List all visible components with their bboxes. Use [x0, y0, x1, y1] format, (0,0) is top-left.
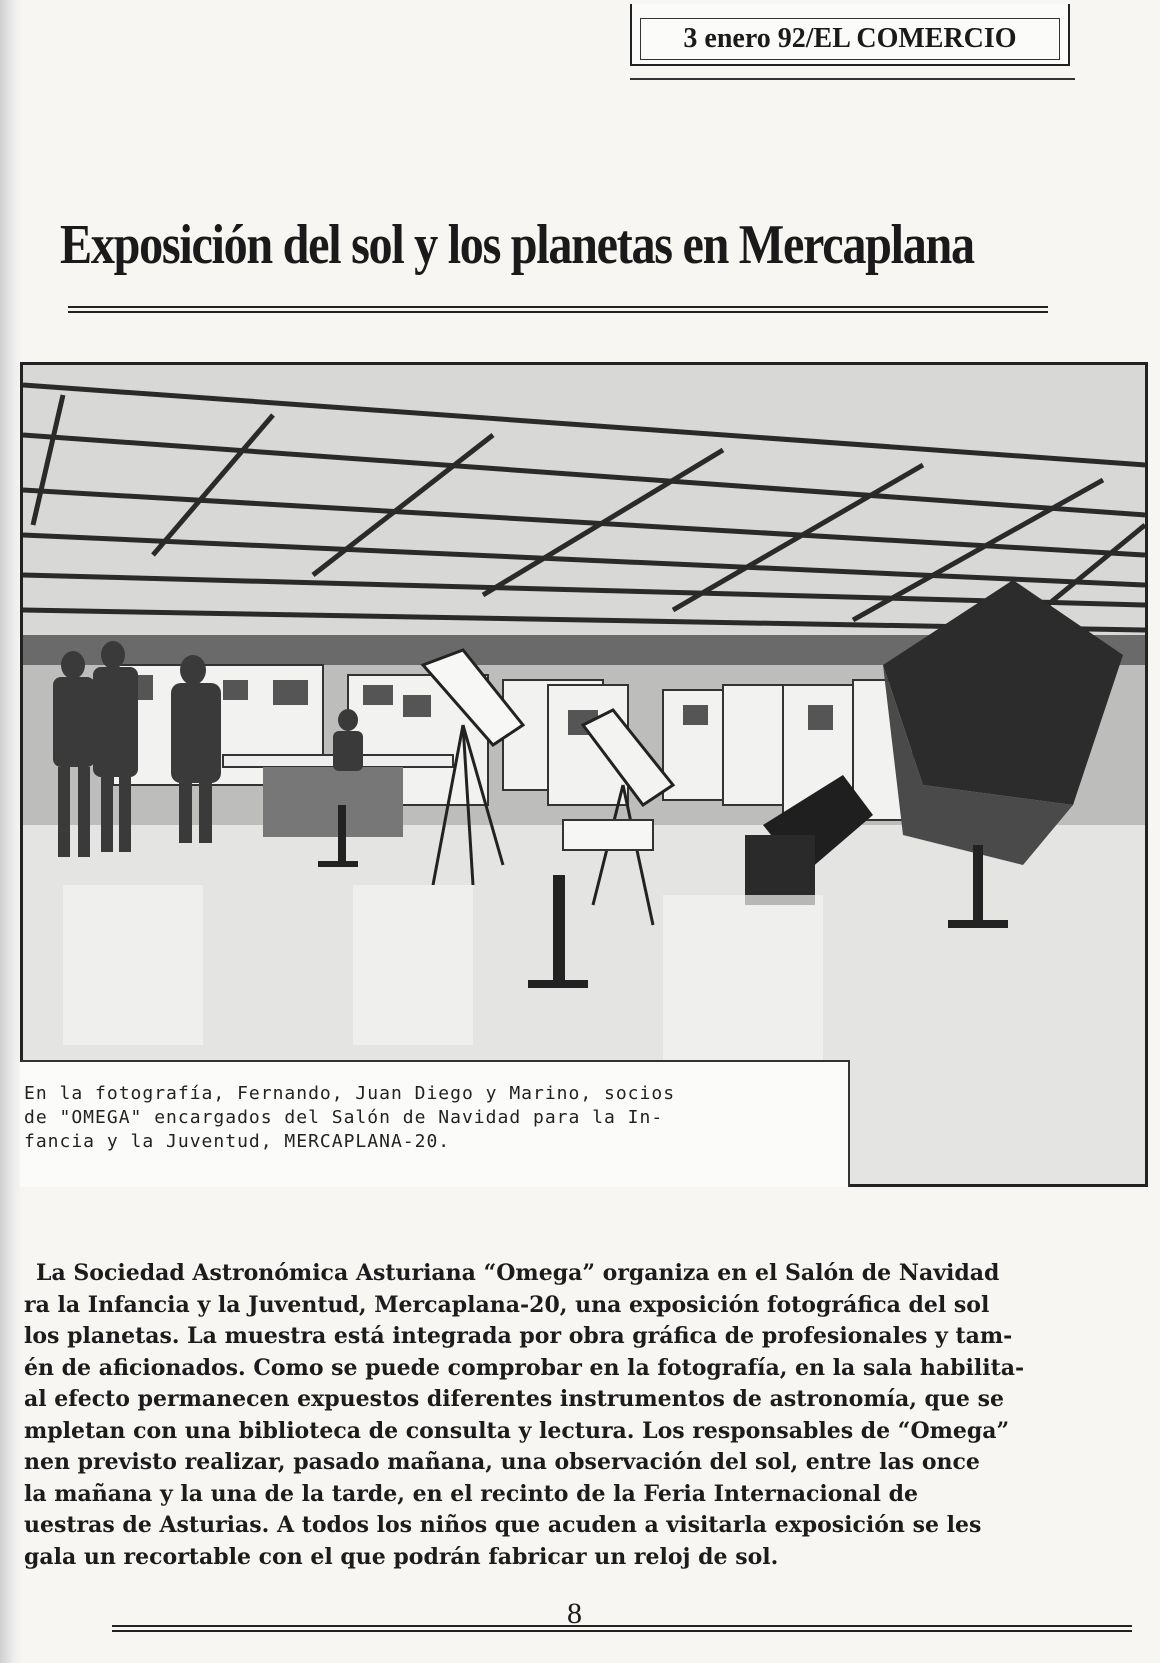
article-line: los planetas. La muestra está integrada por obra gráfica de profesionales y tam-: [24, 1323, 1013, 1349]
footer-rule: [112, 1625, 1132, 1632]
article-line: uestras de Asturias. A todos los niños que acuden a visitarla exposición se les: [24, 1512, 982, 1538]
photo-caption: [20, 1060, 850, 1187]
dateline-text: 3 enero 92/EL COMERCIO: [640, 18, 1060, 60]
caption-line: de "OMEGA" encargados del Salón de Navidad para la In-: [24, 1107, 664, 1128]
article-line: mpletan con una biblioteca de consulta y lectura. Los responsables de “Omega”: [24, 1417, 1010, 1444]
dateline-box: [630, 4, 1070, 66]
scan-binding-edge: [0, 0, 22, 1663]
article-body: [24, 1258, 1154, 1573]
headline: Exposición del sol y los planetas en Mercaplana: [60, 214, 974, 276]
caption-line: fancia y la Juventud, MERCAPLANA-20.: [24, 1131, 451, 1152]
article-line: al efecto permanecen expuestos diferentes instrumentos de astronomía, que se: [24, 1386, 1004, 1412]
article-line: gala un recortable con el que podrán fabricar un reloj de sol.: [24, 1543, 779, 1570]
page-number: 8: [567, 1597, 582, 1630]
article-line: La Sociedad Astronómica Asturiana “Omega” organiza en el Salón de Navidad: [36, 1260, 1000, 1286]
dateline-rule: [630, 78, 1075, 80]
article-line: la mañana y la una de la tarde, en el recinto de la Feria Internacional de: [24, 1480, 919, 1507]
article-line: nen previsto realizar, pasado mañana, una observación del sol, entre las once: [24, 1449, 980, 1475]
headline-rule: [68, 306, 1048, 313]
caption-line: En la fotografía, Fernando, Juan Diego y Marino, socios: [24, 1083, 676, 1104]
article-line: ra la Infancia y la Juventud, Mercaplana-20, una exposición fotográfica del sol: [24, 1291, 990, 1318]
article-line: én de aficionados. Como se puede comprobar en la fotografía, en la sala habilita-: [24, 1354, 1025, 1381]
